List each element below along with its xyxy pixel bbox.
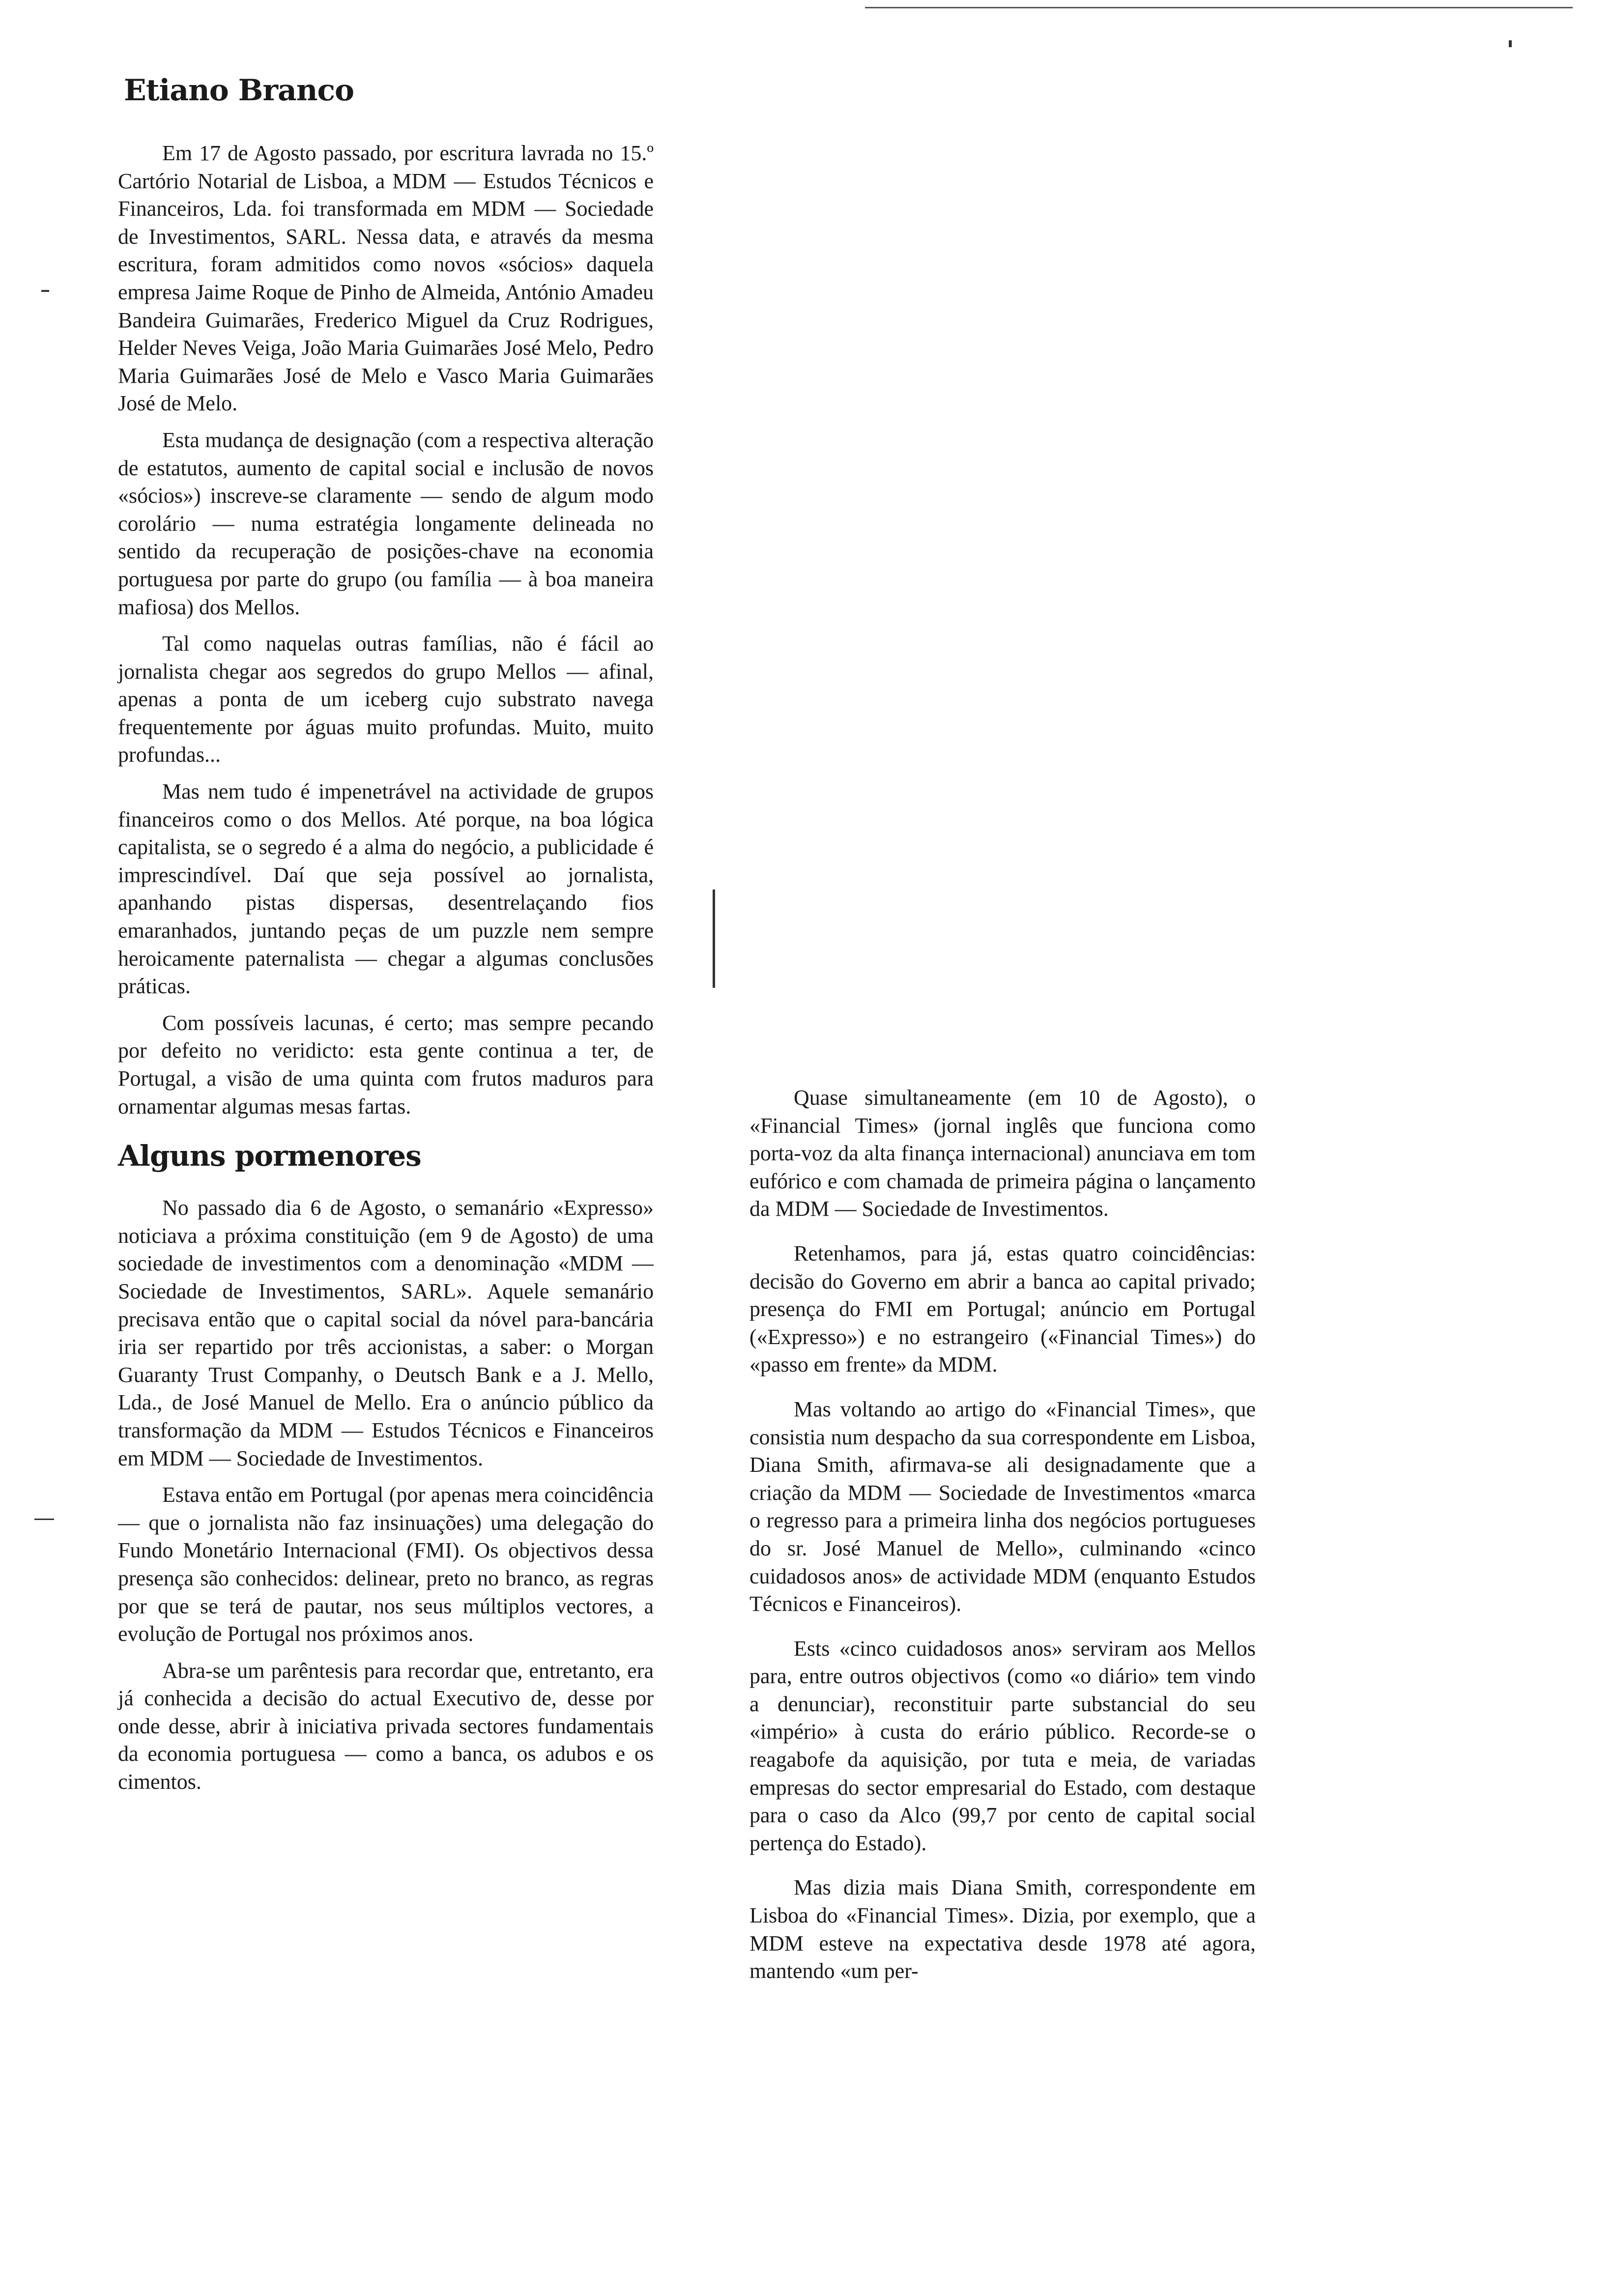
article-paragraph: Abra-se um parêntesis para recordar que, entretanto, era já conhecida a decisão do actual Executivo de, desse por onde desse, abrir à iniciativa privada sectores fundamentais da economia portuguesa — como a banca, os adubos e os cimentos. [118,1658,654,1794]
article-paragraph: Tal como naquelas outras famílias, não é fácil ao jornalista chegar aos segredos do grupo Mellos — afinal, apenas a ponta de um iceberg cujo substrato navega frequentemente por águas muito profundas. Muito, muito profundas... [118,631,654,767]
article-paragraph: No passado dia 6 de Agosto, o semanário «Expresso» noticiava a próxima constituição (em 9 de Agosto) de uma sociedade de investimentos com a denominação «MDM — Sociedade de Investimentos, SARL». Aquele semanário precisava então que o capital social da nóvel para-bancária iria ser repartido por três accionistas, a saber: o Morgan Guaranty Trust Companhy, o Deutsch Bank e a J. Mello, Lda., de José Manuel de Mello. Era o anúncio público da transformação da MDM — Estudos Técnicos e Financeiros em MDM — Sociedade de Investimentos. [118,1196,654,1470]
article-paragraph: Esta mudança de designação (com a respectiva alteração de estatutos, aumento de capital social e inclusão de novos «sócios») inscreve-se claramente — sendo de algum modo corolário — numa estratégia longamente delineada no sentido da recuperação de posições-chave na economia portuguesa por parte do grupo (ou família — à boa maneira mafiosa) dos Mellos. [118,428,654,619]
article-paragraph: Com possíveis lacunas, é certo; mas sempre pecando por defeito no veridicto: esta gente continua a ter, de Portugal, a visão de uma quinta com frutos maduros para ornamentar algumas mesas fartas. [118,1010,654,1119]
article-left-column [118,71,654,1805]
article-paragraph: Ests «cinco cuidadosos anos» serviram aos Mellos para, entre outros objectivos (como «o diário» tem vindo a denunciar), reconstituir parte substancial do seu «império» à custa do erário público. Recorde-se o reagabofe da aquisição, por tuta e meia, de variadas empresas do sector empresarial do Estado, com destaque para o caso da Alco (99,7 por cento de capital social pertença do Estado). [749,1636,1256,1855]
article-paragraph: Mas voltando ao artigo do «Financial Times», que consistia num despacho da sua correspondente em Lisboa, Diana Smith, afirmava-se ali designadamente que a criação da MDM — Sociedade de Investimentos «marca o regresso para a primeira linha dos negócios portugueses do sr. José Manuel de Mello», culminando «cinco cuidadosos anos» de actividade MDM (enquanto Estudos Técnicos e Financeiros). [749,1397,1256,1616]
article-right-column [749,1084,1256,2002]
article-paragraph: Em 17 de Agosto passado, por escritura lavrada no 15.º Cartório Notarial de Lisboa, a MDM — Estudos Técnicos e Financeiros, Lda. foi transformada em MDM — Sociedade de Investimentos, SARL. Nessa data, e através da mesma escritura, foram admitidos como novos «sócios» daquela empresa Jaime Roque de Pinho de Almeida, António Amadeu Bandeira Guimarães, Frederico Miguel da Cruz Rodrigues, Helder Neves Veiga, João Maria Guimarães José Melo, Pedro Maria Guimarães José de Melo e Vasco Maria Guimarães José de Melo. [118,141,654,416]
scan-speck [34,1519,54,1520]
article-paragraph: Mas dizia mais Diana Smith, correspondente em Lisboa do «Financial Times». Dizia, por exemplo, que a MDM esteve na expectativa desde 1978 até agora, mantendo «um per- [749,1875,1256,1983]
scan-speck [41,290,49,292]
article-paragraph: Estava então em Portugal (por apenas mera coincidência — que o jornalista não faz insinuações) uma delegação do Fundo Monetário Internacional (FMI). Os objectivos dessa presença são conhecidos: delinear, preto no branco, as regras por que se terá de pautar, nos seus múltiplos vectores, a evolução de Portugal nos próximos anos. [118,1483,654,1646]
article-byline: Etiano Branco [124,73,354,108]
article-subheading: Alguns pormenores [118,1139,421,1173]
scan-speck [713,890,715,988]
scan-edge-line [865,7,1573,8]
scan-speck [1509,40,1512,47]
article-paragraph: Retenhamos, para já, estas quatro coincidências: decisão do Governo em abrir a banca ao capital privado; presença do FMI em Portugal; anúncio em Portugal («Expresso») e no estrangeiro («Financial Times») do «passo em frente» da MDM. [749,1241,1256,1377]
article-paragraph: Mas nem tudo é impenetrável na actividade de grupos financeiros como o dos Mellos. Até porque, na boa lógica capitalista, se o segredo é a alma do negócio, a publicidade é imprescindível. Daí que seja possível ao jornalista, apanhando pistas dispersas, desentrelaçando fios emaranhados, juntando peças de um puzzle nem sempre heroicamente paternalista — chegar a algumas conclusões práticas. [118,779,654,999]
article-paragraph: Quase simultaneamente (em 10 de Agosto), o «Financial Times» (jornal inglês que funciona como porta-voz da alta finança internacional) anunciava em tom eufórico e com chamada de primeira página o lançamento da MDM — Sociedade de Investimentos. [749,1086,1256,1221]
